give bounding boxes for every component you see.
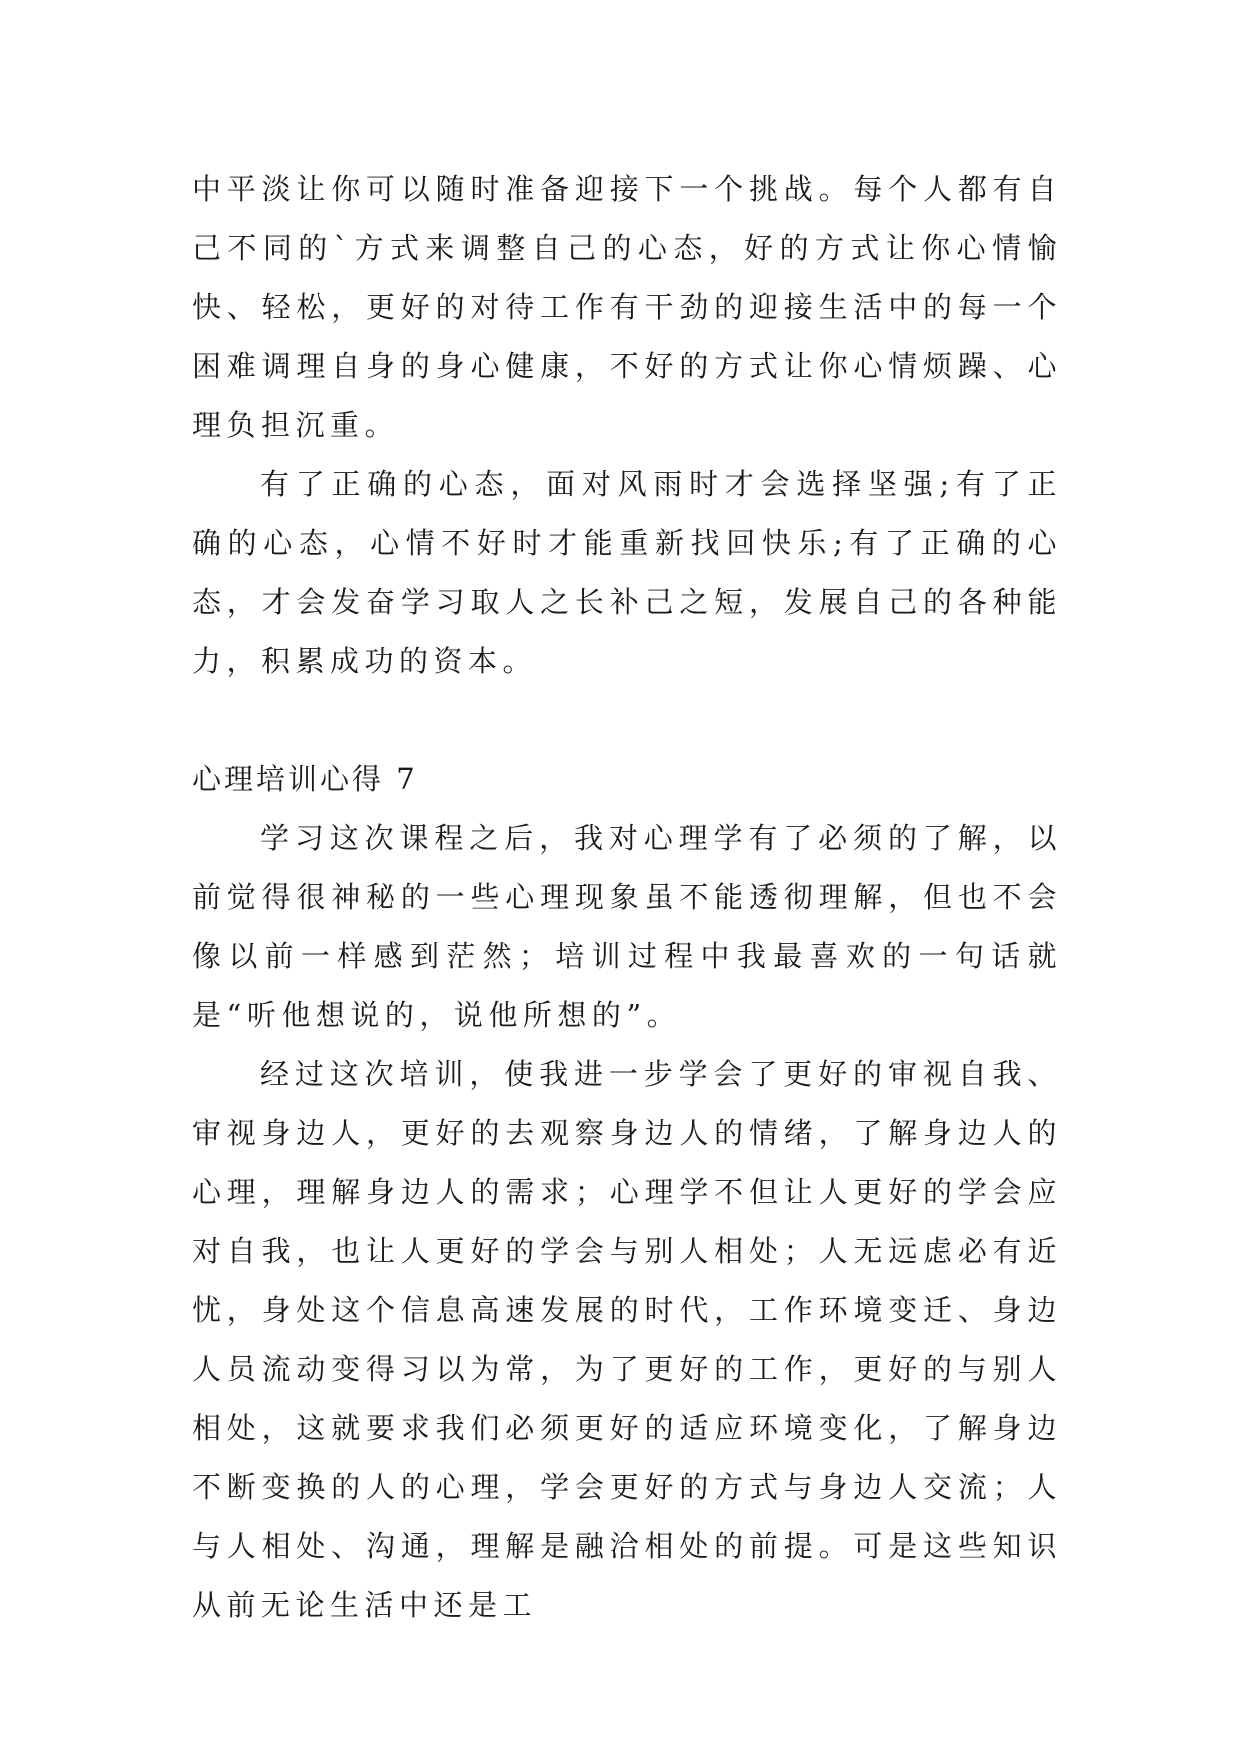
paragraph-training-benefits: 经过这次培训，使我进一步学会了更好的审视自我、审视身边人，更好的去观察身边人的情绪，了解身边人的心理，理解身边人的需求；心理学不但让人更好的学会应对自我，也让人更好的学会与别人相处；人无远虑必有近忧，身处这个信息高速发展的时代，工作环境变迁、身边人员流动变得习以为常，为了更好的工作，更好的与别人相处，这就要求我们必须更好的适应环境变化，了解身边不断变换的人的心理，学会更好的方式与身边人交流；人与人相处、沟通，理解是融洽相处的前提。可是这些知识从前无论生活中还是工 <box>192 1057 1062 1622</box>
paragraph-course-learning: 学习这次课程之后，我对心理学有了必须的了解，以前觉得很神秘的一些心理现象虽不能透彻理解，但也不会像以前一样感到茫然；培训过程中我最喜欢的一句话就是“听他想说的，说他所想的”。 <box>192 821 1062 1032</box>
paragraph-correct-mindset: 有了正确的心态，面对风雨时才会选择坚强;有了正确的心态，心情不好时才能重新找回快乐;有了正确的心态，才会发奋学习取人之长补己之短，发展自己的各种能力，积累成功的资本。 <box>192 467 1062 678</box>
document-body <box>192 160 1062 1635</box>
section-heading: 心理培训心得 7 <box>192 762 418 796</box>
paragraph-continuation: 中平淡让你可以随时准备迎接下一个挑战。每个人都有自己不同的`方式来调整自己的心态，好的方式让你心情愉快、轻松，更好的对待工作有干劲的迎接生活中的每一个困难调理自身的身心健康，不好的方式让你心情烦躁、心理负担沉重。 <box>192 172 1062 442</box>
